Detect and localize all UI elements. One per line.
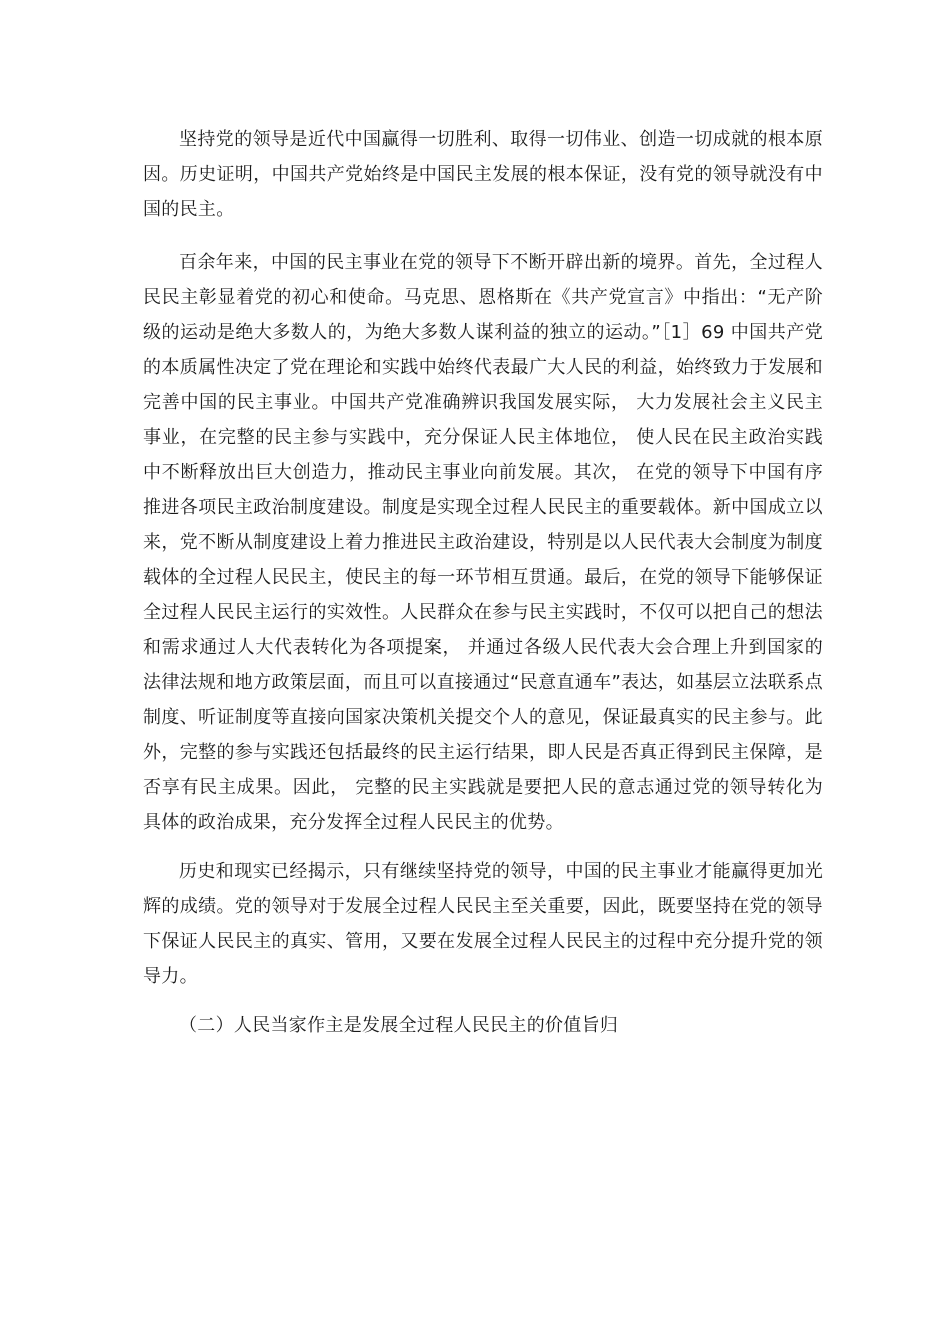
section-heading: （二）人民当家作主是发展全过程人民民主的价值旨归 <box>179 1015 619 1036</box>
paragraph-party-leadership: 坚持党的领导是近代中国赢得一切胜利、取得一切伟业、创造一切成就的根本原因。历史证明，中国共产党始终是中国民主发展的根本保证，没有党的领导就没有中国的民主。 <box>143 129 823 220</box>
document-body <box>143 122 823 1043</box>
paragraph-history-reality: 历史和现实已经揭示，只有继续坚持党的领导，中国的民主事业才能赢得更加光辉的成绩。党的领导对于发展全过程人民民主至关重要，因此，既要坚持在党的领导下保证人民民主的真实、管用，又要在发展全过程人民民主的过程中充分提升党的领导力。 <box>143 861 823 987</box>
paragraph-democracy-development: 百余年来，中国的民主事业在党的领导下不断开辟出新的境界。首先，全过程人民民主彰显着党的初心和使命。马克思、恩格斯在《共产党宣言》中指出：“无产阶级的运动是绝大多数人的，为绝大多数人谋利益的独立的运动。”［1］69 中国共产党的本质属性决定了党在理论和实践中始终代表最广大人民的利益，始终致力于发展和完善中国的民主事业。中国共产党准确辨识我国发展实际， 大力发展社会主义民主事业，在完整的民主参与实践中，充分保证人民主体地位， 使人民在民主政治实践中不断释放出巨大创造力，推动民主事业向前发展。其次， 在党的领导下中国有序推进各项民主政治制度建设。制度是实现全过程人民民主的重要载体。新中国成立以来，党不断从制度建设上着力推进民主政治建设，特别是以人民代表大会制度为制度载体的全过程人民民主，使民主的每一环节相互贯通。最后，在党的领导下能够保证全过程人民民主运行的实效性。人民群众在参与民主实践时，不仅可以把自己的想法和需求通过人大代表转化为各项提案， 并通过各级人民代表大会合理上升到国家的法律法规和地方政策层面，而且可以直接通过“民意直通车”表达，如基层立法联系点制度、听证制度等直接向国家决策机关提交个人的意见，保证最真实的民主参与。此外，完整的参与实践还包括最终的民主运行结果，即人民是否真正得到民主保障，是否享有民主成果。因此， 完整的民主实践就是要把人民的意志通过党的领导转化为具体的政治成果，充分发挥全过程人民民主的优势。 <box>143 252 823 833</box>
